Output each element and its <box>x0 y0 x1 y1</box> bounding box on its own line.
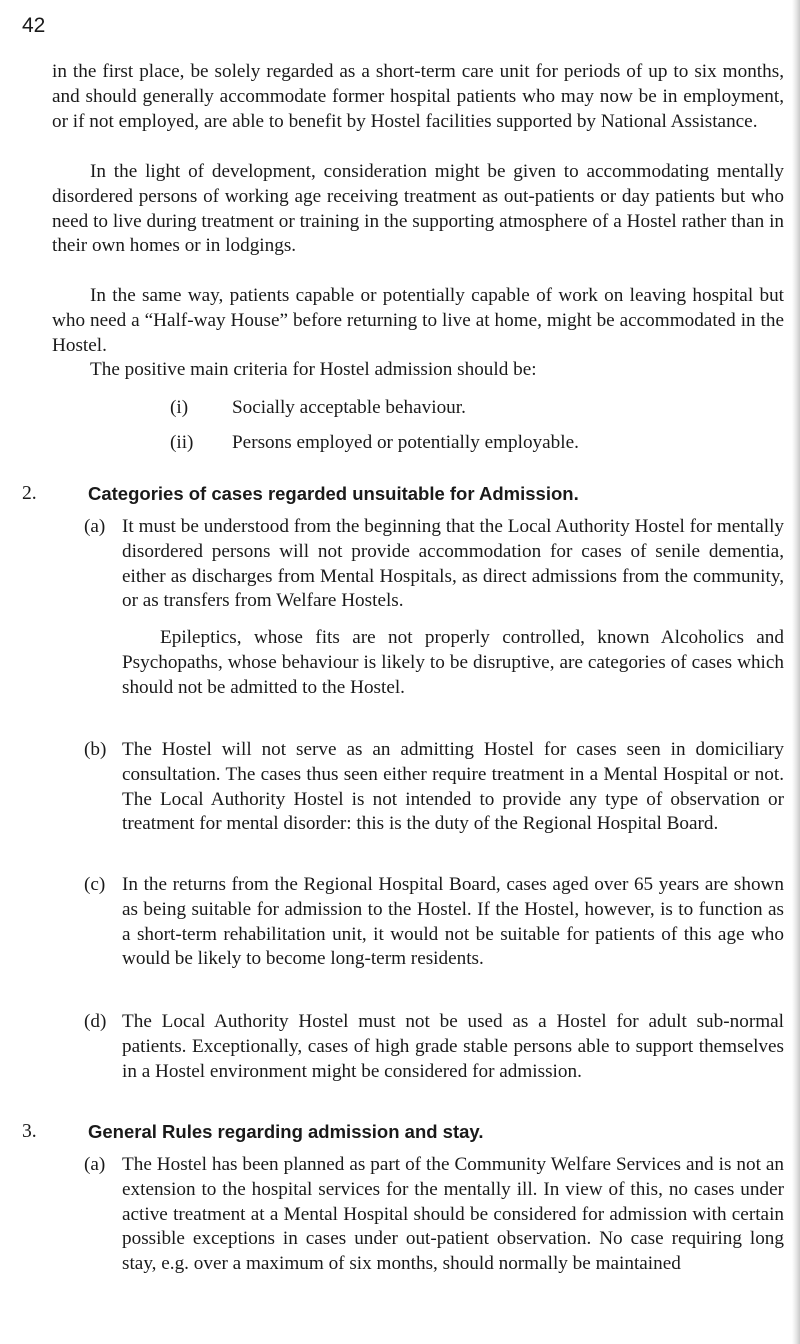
section-number: 3. <box>22 1121 37 1142</box>
item-label: (a) <box>84 1154 106 1175</box>
item-label: (d) <box>84 1011 107 1032</box>
list-item <box>84 873 784 972</box>
item-text: The Hostel will not serve as an admitting Hostel for cases seen in domiciliary consultation. The cases thus seen either require treatment in a Mental Hospital or not. The Local Authority Hostel is not intended to provide any type of observation or treatment for mental disorder: this is the duty of the Regional Hospital Board. <box>122 739 784 835</box>
section-title: Categories of cases regarded unsuitable for Admission. <box>88 483 579 504</box>
section-number: 2. <box>22 483 37 504</box>
item-text-continued: Epileptics, whose fits are not properly controlled, known Alcoholics and Psychopaths, whose behaviour is likely to be disruptive, are categories of cases which should not be admitted to the Hostel. <box>122 627 784 698</box>
item-text: It must be understood from the beginning that the Local Authority Hostel for mentally disordered persons will not provide accommodation for cases of senile dementia, either as discharges from Mental Hospitals, as direct admissions from the community, or as transfers from Welfare Hostels. <box>122 516 784 612</box>
criteria-text: Socially acceptable behaviour. <box>232 397 466 418</box>
page-number: 42 <box>22 14 46 37</box>
item-label: (b) <box>84 739 107 760</box>
criteria-label: (i) <box>170 397 189 418</box>
page-edge-shadow <box>792 0 800 1344</box>
section-title: General Rules regarding admission and stay. <box>88 1121 484 1142</box>
paragraph-development: In the light of development, consideration might be given to accommodating mentally disordered persons of working age receiving treatment as out-patients or day patients but who need to live during treatment or training in the supporting atmosphere of a Hostel rather than in their own homes or in lodgings. <box>52 161 784 257</box>
item-label: (c) <box>84 874 106 895</box>
list-item <box>84 515 784 701</box>
item-label: (a) <box>84 516 106 537</box>
item-text: The Local Authority Hostel must not be used as a Hostel for adult sub-normal patients. Exceptionally, cases of high grade stable persons able to support themselves in a Hostel environment might be considered for admission. <box>122 1011 784 1082</box>
criteria-text: Persons employed or potentially employable. <box>232 432 579 453</box>
list-item <box>84 1010 784 1084</box>
criteria-label: (ii) <box>170 432 194 453</box>
paragraph-criteria-intro: The positive main criteria for Hostel admission should be: <box>90 359 537 380</box>
item-text: In the returns from the Regional Hospital Board, cases aged over 65 years are shown as being suitable for admission to the Hostel. If the Hostel, however, is to function as a short-term rehabilitation unit, it would not be suitable for patients of this age who would be likely to become long-term residents. <box>122 874 784 970</box>
paragraph-short-term-care: in the first place, be solely regarded as a short-term care unit for periods of up to six months, and should generally accommodate former hospital patients who may now be in employment, or if not employed, are able to benefit by Hostel facilities supported by National Assistance. <box>52 61 784 132</box>
item-text: The Hostel has been planned as part of the Community Welfare Services and is not an extension to the hospital services for the mentally ill. In view of this, no cases under active treatment at a Mental Hospital should be considered for admission with certain possible exceptions in cases under out-patient observation. No case requiring long stay, e.g. over a maximum of six months, should normally be maintained <box>122 1154 784 1275</box>
paragraph-half-way-house: In the same way, patients capable or potentially capable of work on leaving hospital but who need a “Half-way House” before returning to live at home, might be accommodated in the Hostel. <box>52 285 784 356</box>
list-item <box>84 738 784 837</box>
list-item <box>84 1153 784 1277</box>
